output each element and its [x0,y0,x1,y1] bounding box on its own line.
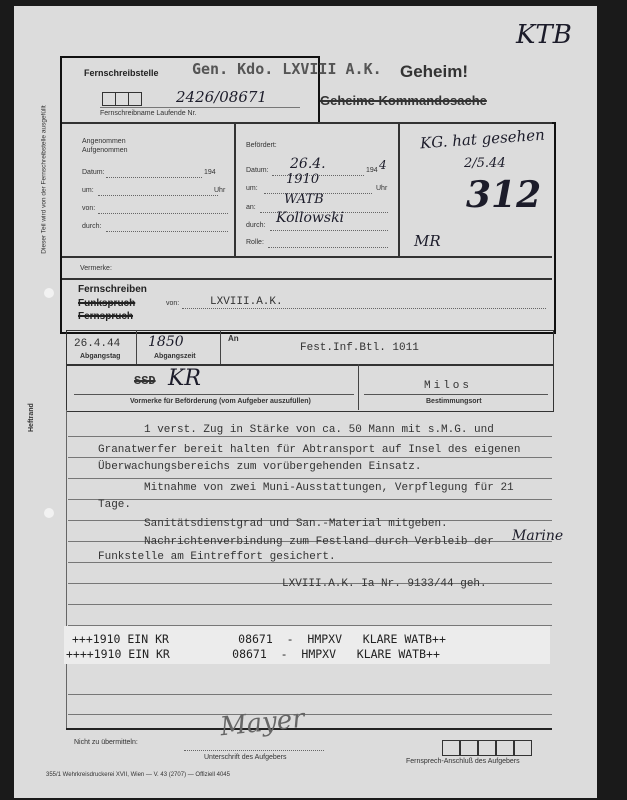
bestimmungsort-value: Milos [424,380,473,392]
fernsprech-label: Fernsprech-Anschluß des Aufgebers [406,758,520,765]
message-signature-line: LXVIII.A.K. Ia Nr. 9133/44 geh. [282,578,487,590]
ruled-line [68,714,552,715]
unit-stamp: Gen. Kdo. LXVIII A.K. [192,60,382,78]
vermerke-underline [74,394,354,395]
phone-box-2 [460,740,478,756]
vermerke-label: Vermerke: [80,265,112,272]
geheim-label: Geheim! [400,62,469,81]
befoerdert-an-label: an: [246,204,256,211]
angenommen-durch-label: durch: [82,223,102,230]
vermerke-befoerderung-label: Vormerke für Beförderung (vom Aufgeber auszufüllen) [130,398,311,405]
divider [136,330,137,364]
geheime-kommandosache-struck: Geheime Kommandosache [320,93,487,108]
dotted-line [98,195,218,196]
unterschrift-label: Unterschrift des Aufgebers [204,754,287,761]
number-caption: Fernschreibname Laufende Nr. [100,110,197,117]
phone-box-4 [496,740,514,756]
aufgenommen-title: Aufgenommen [82,147,128,154]
befoerdert-datum-label: Datum: [246,167,269,174]
befoerdert-datum-value: 26.4. [290,156,326,172]
angenommen-uhr: Uhr [214,187,226,194]
side-note: Dieser Teil wird von der Fernschreibstelle ausgefüllt [40,105,48,254]
message-line: 1 verst. Zug in Stärke von ca. 50 Mann mit s.M.G. und [144,424,494,436]
message-form-sheet [14,6,597,798]
message-line: Funkstelle am Eintreffort gesichert. [98,551,336,563]
dotted-line [268,247,388,248]
befoerdert-title: Befördert: [246,142,277,149]
number-box-2 [115,92,129,106]
message-line: Überwachungsbereichs zum vorübergehenden Einsatz. [98,461,422,473]
ruled-line [68,604,552,605]
message-line: Sanitätsdienstgrad und San.-Material mitgeben. [144,518,448,530]
teletype-row-2: ++++1910 EIN KR 08671 - HMPXV KLARE WATB++ [66,647,440,661]
punch-hole [44,508,54,518]
left-margin-line [66,410,67,730]
receipt-note-line2: 2/5.44 [464,156,506,171]
befoerdert-an-value: WATB [284,192,324,207]
ruled-line [68,457,552,458]
angenommen-year: 194 [204,169,216,176]
befoerdert-rolle-label: Rolle: [246,239,264,246]
recipient-value: Fest.Inf.Btl. 1011 [300,342,419,354]
message-line: Granatwerfer bereit halten für Abtransport auf Insel des eigenen [98,444,521,456]
fernschreiben-von-value: LXVIII.A.K. [210,296,283,308]
phone-box-3 [478,740,496,756]
divider [62,122,552,124]
fernschreibstelle-label: Fernschreibstelle [84,68,159,78]
ruled-line [68,478,552,479]
fernschreiben-von-label: von: [166,300,180,307]
dotted-line [106,177,202,178]
corner-mark: KTB [516,20,572,50]
funkspruch-struck: Funkspruch [78,298,136,309]
angenommen-title: Angenommen [82,138,126,145]
divider [62,278,552,280]
phone-box-5 [514,740,532,756]
fernspruch-struck: Fernspruch [78,311,134,322]
ruled-line [68,499,552,500]
ruled-line [68,694,552,695]
dotted-line [106,231,228,232]
befoerdert-durch-label: durch: [246,222,266,229]
telex-number-handwritten: 2426/08671 [176,88,267,106]
message-line: Nachrichtenverbindung zum Festland durch Verbleib der [144,536,494,548]
dotted-line [270,230,388,231]
divider [398,122,400,256]
abgangstag-value: 26.4.44 [74,338,121,350]
number-underline [100,107,300,108]
marine-insert: Marine [512,528,564,544]
signature: Mayer [218,703,306,743]
divider [358,364,359,410]
receipt-note-line1: KG. hat gesehen [419,125,546,153]
receipt-note-number: 312 [466,174,542,216]
abgangszeit-label: Abgangszeit [154,353,196,360]
angenommen-von-label: von: [82,205,96,212]
bestimmungsort-underline [364,394,548,395]
phone-box-1 [442,740,460,756]
an-label: An [228,334,239,343]
befoerdert-um-label: um: [246,185,258,192]
kr-marking: KR [168,366,201,391]
befoerdert-year: 194 [366,167,378,174]
number-box-3 [128,92,142,106]
bestimmungsort-label: Bestimmungsort [426,398,482,405]
signature-line [184,750,324,751]
befoerdert-um-value: 1910 [286,172,320,187]
divider [62,256,552,258]
message-line: Mitnahme von zwei Muni-Ausstattungen, Verpflegung für 21 [144,482,514,494]
abgangstag-label: Abgangstag [80,353,121,360]
teletype-row-1: +++1910 EIN KR 08671 - HMPXV KLARE WATB++ [72,632,446,646]
nicht-zu-uebermitteln: Nicht zu übermitteln: [74,739,138,746]
receipt-note-initials: MR [414,232,441,250]
abgangszeit-value: 1850 [148,334,184,350]
befoerdert-uhr: Uhr [376,185,388,192]
ruled-line [68,436,552,437]
message-line: Tage. [98,499,132,511]
angenommen-um-label: um: [82,187,94,194]
befoerdert-year-suffix: 4 [379,158,387,172]
dotted-line [98,213,228,214]
printer-line: 355/1 Wehrkreisdruckerei XVII, Wien — V. 43 (2707) — Offiziell 4045 [46,772,230,778]
bottom-thick-line [66,728,552,730]
ssd-struck: SSD [134,374,156,388]
number-box-1 [102,92,116,106]
heftrand-label: Heftrand [28,403,35,432]
divider [234,122,236,256]
divider [220,330,221,364]
angenommen-datum-label: Datum: [82,169,105,176]
dotted-line [182,308,546,309]
punch-hole [44,288,54,298]
fernschreiben-title: Fernschreiben [78,284,147,295]
befoerdert-durch-value: Kollowski [276,210,345,226]
